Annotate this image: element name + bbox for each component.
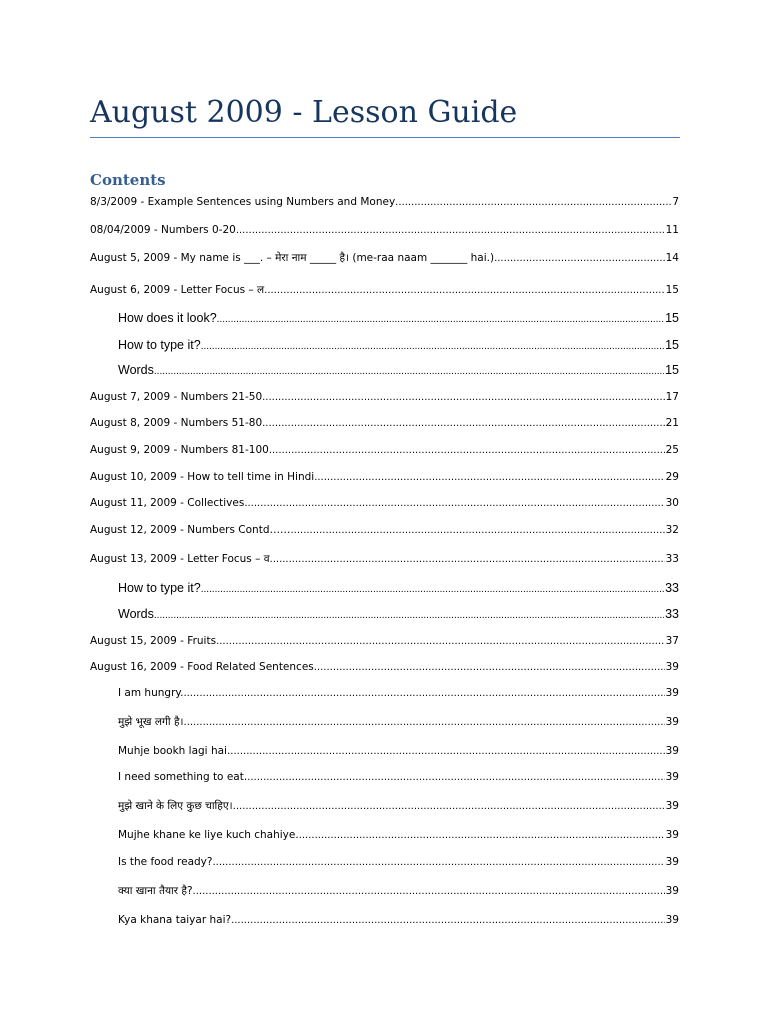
toc-entry[interactable] bbox=[90, 389, 679, 405]
toc-dot-leader bbox=[290, 523, 664, 539]
toc-page-number: 33 bbox=[665, 553, 679, 565]
toc-page-number: 15 bbox=[665, 338, 679, 352]
toc-page-number: 15 bbox=[665, 363, 679, 377]
contents-heading: Contents bbox=[90, 171, 166, 189]
toc-page-number: 32 bbox=[665, 524, 679, 536]
toc-dot-leader bbox=[264, 283, 664, 299]
toc-entry[interactable] bbox=[90, 415, 679, 431]
toc-page-number: 39 bbox=[665, 885, 679, 897]
toc-entry[interactable] bbox=[90, 633, 679, 649]
toc-dot-leader bbox=[395, 195, 671, 211]
toc-entry-label: Words bbox=[118, 363, 154, 377]
toc-page-number: 21 bbox=[665, 417, 679, 429]
toc-entry[interactable] bbox=[118, 743, 679, 759]
toc-page-number: 33 bbox=[665, 607, 679, 621]
toc-page-number: 17 bbox=[665, 391, 679, 403]
toc-entry-label: August 8, 2009 - Numbers 51-80 bbox=[90, 417, 263, 429]
toc-dot-leader bbox=[270, 552, 665, 568]
toc-page-number: 39 bbox=[665, 745, 679, 757]
toc-dot-leader bbox=[494, 251, 665, 267]
toc-dot-leader bbox=[201, 339, 664, 355]
toc-entry[interactable] bbox=[118, 827, 679, 843]
toc-entry-label: Words bbox=[118, 607, 154, 621]
toc-entry[interactable] bbox=[118, 912, 679, 928]
toc-page-number: 25 bbox=[665, 444, 679, 456]
toc-dot-leader bbox=[154, 364, 664, 380]
toc-dot-leader bbox=[247, 770, 664, 786]
toc-entry-label: Is the food ready? bbox=[118, 856, 213, 868]
toc-page-number: 39 bbox=[665, 914, 679, 926]
toc-entry-label: 08/04/2009 - Numbers 0-20 bbox=[90, 224, 236, 236]
toc-entry-label: I am hungry. bbox=[118, 687, 184, 699]
toc-entry-label: August 10, 2009 - How to tell time in Hindi bbox=[90, 471, 315, 483]
toc-page-number: 33 bbox=[665, 581, 679, 595]
toc-entry-label: August 6, 2009 - Letter Focus – ल bbox=[90, 284, 265, 296]
toc-entry[interactable] bbox=[118, 606, 679, 622]
toc-dot-leader bbox=[269, 443, 665, 459]
toc-entry[interactable] bbox=[90, 495, 679, 511]
toc-entry-label: August 15, 2009 - Fruits bbox=[90, 635, 217, 647]
toc-entry-label: क्या खाना तैयार है? bbox=[118, 885, 193, 897]
toc-page-number: 39 bbox=[665, 716, 679, 728]
toc-page-number: 39 bbox=[665, 771, 679, 783]
toc-page-number: 39 bbox=[665, 829, 679, 841]
toc-page-number: 30 bbox=[665, 497, 679, 509]
toc-dot-leader bbox=[201, 582, 664, 598]
toc-entry[interactable] bbox=[118, 769, 679, 785]
toc-dot-leader bbox=[212, 855, 664, 871]
toc-page-number: 15 bbox=[665, 311, 679, 325]
toc-dot-leader bbox=[236, 223, 665, 239]
toc-entry-label: How to type it? bbox=[118, 581, 201, 595]
toc-entry[interactable] bbox=[118, 854, 679, 870]
toc-page-number: 11 bbox=[665, 224, 679, 236]
toc-entry[interactable] bbox=[118, 362, 679, 378]
toc-page-number: 39 bbox=[665, 800, 679, 812]
toc-entry[interactable] bbox=[118, 798, 679, 814]
toc-dot-leader bbox=[233, 799, 665, 815]
toc-entry[interactable] bbox=[90, 250, 679, 266]
toc-dot-leader bbox=[183, 686, 664, 702]
toc-entry-label: Kya khana taiyar hai? bbox=[118, 914, 232, 926]
document-title: August 2009 - Lesson Guide bbox=[90, 95, 518, 130]
toc-dot-leader bbox=[184, 715, 665, 731]
toc-entry-label: मुझे खाने के लिए कुछ चाहिए। bbox=[118, 800, 233, 812]
toc-entry-label: मुझे भूख लगी है। bbox=[118, 716, 184, 728]
toc-page-number: 39 bbox=[665, 856, 679, 868]
toc-entry-label: August 16, 2009 - Food Related Sentences bbox=[90, 661, 314, 673]
toc-entry-label: How to type it? bbox=[118, 338, 201, 352]
toc-dot-leader bbox=[299, 828, 665, 844]
toc-dot-leader bbox=[154, 608, 664, 624]
toc-dot-leader bbox=[314, 470, 664, 486]
toc-entry[interactable] bbox=[118, 337, 679, 353]
toc-entry[interactable] bbox=[90, 222, 679, 238]
toc-entry-label: Mujhe khane ke liye kuch chahiye. bbox=[118, 829, 299, 841]
toc-page-number: 39 bbox=[665, 687, 679, 699]
toc-entry[interactable] bbox=[90, 442, 679, 458]
toc-page-number: 39 bbox=[665, 661, 679, 673]
toc-entry-label: August 12, 2009 - Numbers Contd…… bbox=[90, 524, 291, 536]
toc-page-number: 7 bbox=[672, 196, 679, 208]
toc-entry[interactable] bbox=[118, 310, 679, 326]
toc-dot-leader bbox=[216, 634, 665, 650]
toc-entry[interactable] bbox=[90, 522, 679, 538]
toc-entry-label: Muhje bookh lagi hai. bbox=[118, 745, 231, 757]
toc-entry[interactable] bbox=[118, 580, 679, 596]
toc-entry-label: I need something to eat. bbox=[118, 771, 248, 783]
toc-dot-leader bbox=[231, 913, 665, 929]
toc-dot-leader bbox=[217, 312, 664, 328]
toc-entry[interactable] bbox=[118, 714, 679, 730]
toc-entry[interactable] bbox=[90, 194, 679, 210]
toc-page-number: 37 bbox=[665, 635, 679, 647]
toc-dot-leader bbox=[262, 390, 665, 406]
toc-dot-leader bbox=[230, 744, 664, 760]
toc-entry-label: August 5, 2009 - My name is ___. – मेरा नाम _____ है। (me-raa naam _______ hai.) bbox=[90, 252, 495, 264]
toc-entry[interactable] bbox=[90, 659, 679, 675]
toc-page-number: 15 bbox=[665, 284, 679, 296]
toc-dot-leader bbox=[262, 416, 665, 432]
toc-entry-label: How does it look? bbox=[118, 311, 217, 325]
toc-entry-label: August 9, 2009 - Numbers 81-100 bbox=[90, 444, 269, 456]
toc-page-number: 14 bbox=[665, 252, 679, 264]
toc-entry[interactable] bbox=[90, 282, 679, 298]
toc-entry-label: August 7, 2009 - Numbers 21-50 bbox=[90, 391, 263, 403]
toc-dot-leader bbox=[193, 884, 665, 900]
toc-entry[interactable] bbox=[90, 551, 679, 567]
toc-entry[interactable] bbox=[90, 469, 679, 485]
toc-page-number: 29 bbox=[665, 471, 679, 483]
toc-dot-leader bbox=[244, 496, 664, 512]
toc-entry[interactable] bbox=[118, 883, 679, 899]
toc-entry[interactable] bbox=[118, 685, 679, 701]
toc-entry-label: 8/3/2009 - Example Sentences using Numbers and Money bbox=[90, 196, 396, 208]
toc-entry-label: August 13, 2009 - Letter Focus – व bbox=[90, 553, 270, 565]
toc-entry-label: August 11, 2009 - Collectives bbox=[90, 497, 245, 509]
toc-dot-leader bbox=[314, 660, 665, 676]
